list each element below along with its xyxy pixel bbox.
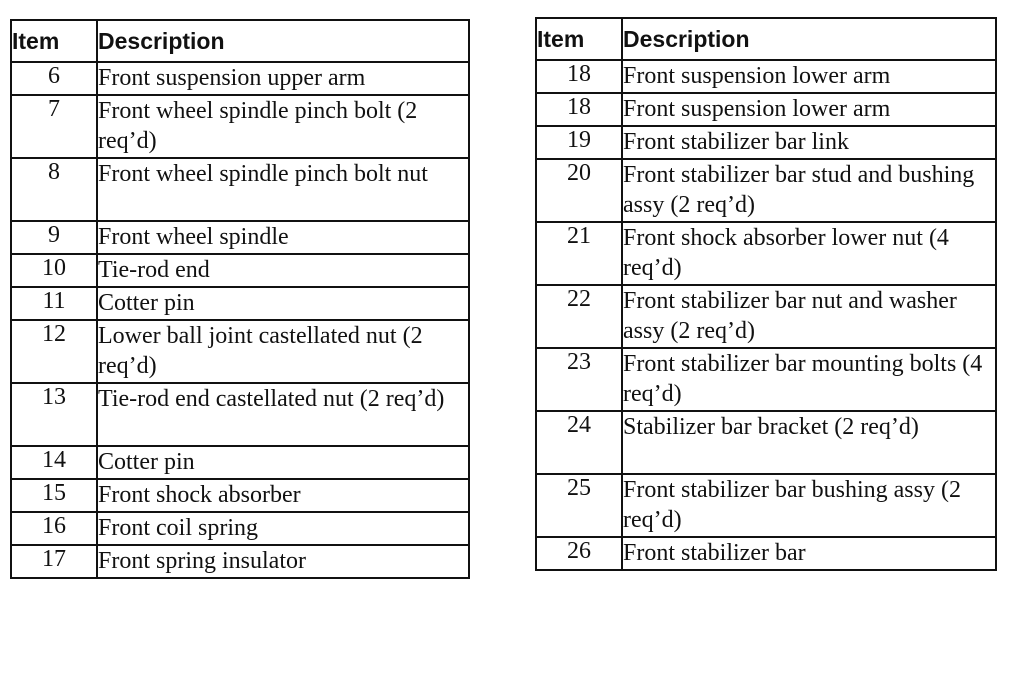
item-description: Front stabilizer bar nut and washer assy (2 req’d) bbox=[622, 285, 996, 348]
item-number: 14 bbox=[11, 446, 97, 479]
item-number: 22 bbox=[536, 285, 622, 348]
table-row bbox=[536, 222, 996, 285]
item-number: 9 bbox=[11, 221, 97, 254]
item-description: Front shock absorber bbox=[97, 479, 469, 512]
description-column-header: Description bbox=[97, 20, 469, 62]
item-description: Front wheel spindle bbox=[97, 221, 469, 254]
item-number: 10 bbox=[11, 254, 97, 287]
table-row bbox=[11, 254, 469, 287]
item-description: Cotter pin bbox=[97, 446, 469, 479]
item-number: 8 bbox=[11, 158, 97, 221]
table-row bbox=[11, 221, 469, 254]
item-description: Front wheel spindle pinch bolt (2 req’d) bbox=[97, 95, 469, 158]
header-row bbox=[11, 20, 469, 62]
item-description: Cotter pin bbox=[97, 287, 469, 320]
item-number: 23 bbox=[536, 348, 622, 411]
item-column-header: Item bbox=[11, 20, 97, 62]
table-row bbox=[536, 348, 996, 411]
table-row bbox=[11, 383, 469, 446]
item-description: Front suspension upper arm bbox=[97, 62, 469, 95]
right-parts-table bbox=[535, 17, 997, 571]
item-description: Front stabilizer bar stud and bushing assy (2 req’d) bbox=[622, 159, 996, 222]
table-row bbox=[536, 474, 996, 537]
item-description: Front suspension lower arm bbox=[622, 93, 996, 126]
item-number: 12 bbox=[11, 320, 97, 383]
left-parts-table bbox=[10, 19, 470, 579]
item-description: Front stabilizer bar bushing assy (2 req’d) bbox=[622, 474, 996, 537]
item-number: 21 bbox=[536, 222, 622, 285]
item-number: 13 bbox=[11, 383, 97, 446]
item-number: 16 bbox=[11, 512, 97, 545]
table-row bbox=[11, 95, 469, 158]
item-number: 20 bbox=[536, 159, 622, 222]
item-description: Tie-rod end bbox=[97, 254, 469, 287]
item-description: Front shock absorber lower nut (4 req’d) bbox=[622, 222, 996, 285]
table-row bbox=[11, 479, 469, 512]
table-row bbox=[11, 446, 469, 479]
table-row bbox=[536, 159, 996, 222]
item-description: Front coil spring bbox=[97, 512, 469, 545]
item-column-header: Item bbox=[536, 18, 622, 60]
item-description: Lower ball joint castellated nut (2 req’d) bbox=[97, 320, 469, 383]
item-number: 24 bbox=[536, 411, 622, 474]
table-row bbox=[536, 537, 996, 570]
item-number: 18 bbox=[536, 60, 622, 93]
table-row bbox=[11, 512, 469, 545]
description-column-header: Description bbox=[622, 18, 996, 60]
item-number: 17 bbox=[11, 545, 97, 578]
item-number: 15 bbox=[11, 479, 97, 512]
table-row bbox=[11, 320, 469, 383]
table-row bbox=[11, 158, 469, 221]
table-row bbox=[11, 545, 469, 578]
item-number: 6 bbox=[11, 62, 97, 95]
table-row bbox=[536, 411, 996, 474]
table-row bbox=[11, 62, 469, 95]
item-number: 26 bbox=[536, 537, 622, 570]
table-row bbox=[536, 285, 996, 348]
table-row bbox=[536, 93, 996, 126]
item-description: Front stabilizer bar mounting bolts (4 req’d) bbox=[622, 348, 996, 411]
item-description: Stabilizer bar bracket (2 req’d) bbox=[622, 411, 996, 474]
item-number: 7 bbox=[11, 95, 97, 158]
item-description: Front spring insulator bbox=[97, 545, 469, 578]
item-number: 18 bbox=[536, 93, 622, 126]
item-description: Front suspension lower arm bbox=[622, 60, 996, 93]
item-description: Tie-rod end castellated nut (2 req’d) bbox=[97, 383, 469, 446]
item-number: 19 bbox=[536, 126, 622, 159]
item-description: Front stabilizer bar bbox=[622, 537, 996, 570]
table-row bbox=[11, 287, 469, 320]
header-row bbox=[536, 18, 996, 60]
item-number: 11 bbox=[11, 287, 97, 320]
table-row bbox=[536, 60, 996, 93]
table-row bbox=[536, 126, 996, 159]
item-description: Front stabilizer bar link bbox=[622, 126, 996, 159]
item-description: Front wheel spindle pinch bolt nut bbox=[97, 158, 469, 221]
item-number: 25 bbox=[536, 474, 622, 537]
